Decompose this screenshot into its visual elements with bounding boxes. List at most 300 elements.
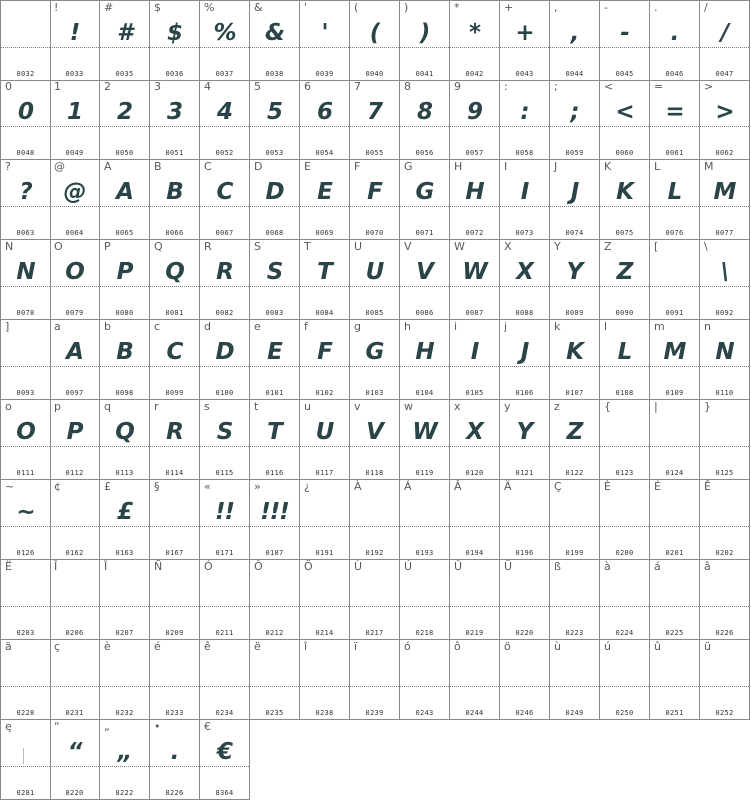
glyph-sample: P [116,259,133,285]
glyph-sample: F [317,339,332,365]
baseline-guide [600,366,649,367]
glyph-sample: I [470,339,479,365]
glyph-code: 0125 [715,469,734,477]
baseline-guide [700,686,749,687]
baseline-guide [500,126,549,127]
glyph-code: 8220 [65,789,84,797]
glyph-code: 0075 [615,229,634,237]
glyph-cell [150,160,200,240]
glyph-cell [500,240,550,320]
glyph-key-label: ù [554,640,561,653]
glyph-code: 0192 [365,549,384,557]
glyph-cell [650,400,700,480]
baseline-guide [50,766,99,767]
glyph-code: 0234 [215,709,234,717]
baseline-guide [350,206,399,207]
glyph-key-label: D [254,160,263,173]
glyph-sample: E [317,179,332,205]
glyph-sample: D [215,339,234,365]
baseline-guide [550,366,599,367]
glyph-key-label: + [504,1,514,14]
baseline-guide [1,686,50,687]
glyph-code: 0105 [465,389,484,397]
glyph-cell [650,160,700,240]
glyph-cell [250,160,300,240]
glyph-key-label: W [454,240,465,253]
glyph-cell [600,0,650,81]
glyph-key-label: i [454,320,458,333]
glyph-cell [250,80,300,160]
baseline-guide [200,526,249,527]
glyph-code: 0048 [16,149,35,157]
glyph-key-label: 9 [454,80,461,93]
glyph-code: 0052 [215,149,234,157]
glyph-cell [500,400,550,480]
glyph-code: 0163 [115,549,134,557]
glyph-cell [150,640,200,720]
baseline-guide [600,606,649,607]
baseline-guide [500,47,549,48]
glyph-cell [600,560,650,640]
glyph-cell [550,400,600,480]
glyph-cell [650,0,700,81]
glyph-key-label: 5 [254,80,261,93]
glyph-sample: Y [566,259,583,285]
baseline-guide [1,526,50,527]
baseline-guide [450,366,499,367]
glyph-cell [150,320,200,400]
baseline-guide [500,286,549,287]
glyph-cell [250,640,300,720]
glyph-sample: ? [19,179,32,205]
glyph-code: 0045 [615,70,634,78]
glyph-key-label: F [354,160,361,173]
glyph-cell [700,0,750,81]
glyph-sample: U [365,259,384,285]
glyph-code: 0194 [465,549,484,557]
glyph-cell [100,560,150,640]
baseline-guide [250,446,299,447]
baseline-guide [500,606,549,607]
glyph-code: 0051 [165,149,184,157]
glyph-key-label: P [104,240,111,253]
glyph-sample: ) [419,20,430,46]
baseline-guide [1,47,50,48]
baseline-guide [650,126,699,127]
glyph-sample: + [515,20,534,46]
baseline-guide [300,47,349,48]
glyph-code: 0088 [515,309,534,317]
glyph-code: 0084 [315,309,334,317]
baseline-guide [500,366,549,367]
baseline-guide [550,286,599,287]
glyph-sample: & [264,20,285,46]
glyph-key-label: Û [454,560,463,573]
glyph-key-label: ) [404,1,409,14]
glyph-key-label: ę [5,720,12,733]
glyph-sample: H [465,179,484,205]
glyph-sample: R [216,259,233,285]
baseline-guide [400,366,449,367]
baseline-guide [1,606,50,607]
glyph-cell [450,240,500,320]
baseline-guide [300,446,349,447]
glyph-cell [100,80,150,160]
glyph-code: 0104 [415,389,434,397]
glyph-cell [550,160,600,240]
glyph-cell [350,80,400,160]
baseline-guide [300,366,349,367]
glyph-sample: € [216,739,232,765]
glyph-sample: “ [67,739,82,765]
glyph-code: 0065 [115,229,134,237]
baseline-guide [150,206,199,207]
baseline-guide [150,606,199,607]
glyph-key-label: È [604,480,611,493]
glyph-cell [300,0,350,81]
glyph-key-label: \ [704,240,708,253]
glyph-key-label: u [304,400,311,413]
glyph-key-label: > [704,80,714,93]
baseline-guide [150,126,199,127]
glyph-key-label: R [204,240,212,253]
glyph-code: 0080 [115,309,134,317]
glyph-code: 0107 [565,389,584,397]
baseline-guide [700,206,749,207]
glyph-code: 0249 [565,709,584,717]
glyph-key-label: Ï [104,560,108,573]
glyph-sample: Q [165,259,184,285]
glyph-sample: A [66,339,83,365]
baseline-guide [600,526,649,527]
glyph-code: 0050 [115,149,134,157]
glyph-key-label: 4 [204,80,211,93]
baseline-guide [100,526,149,527]
glyph-cell [300,640,350,720]
baseline-guide [250,366,299,367]
baseline-guide [700,126,749,127]
glyph-key-label: ß [554,560,561,573]
baseline-guide [350,446,399,447]
glyph-code: 0082 [215,309,234,317]
glyph-key-label: 7 [354,80,361,93]
baseline-guide [1,766,50,767]
baseline-guide [150,766,199,767]
glyph-key-label: } [704,400,711,413]
baseline-guide [700,47,749,48]
glyph-cell [200,240,250,320]
glyph-key-label: a [54,320,61,333]
baseline-guide [200,366,249,367]
glyph-key-label: Ñ [154,560,163,573]
glyph-cell [650,320,700,400]
glyph-key-label: e [254,320,261,333]
glyph-key-label: Ê [704,480,711,493]
glyph-code: 0108 [615,389,634,397]
baseline-guide [100,766,149,767]
glyph-code: 0064 [65,229,84,237]
glyph-sample: @ [63,179,86,205]
baseline-guide [250,206,299,207]
glyph-key-label: à [604,560,611,573]
glyph-key-label: < [604,80,614,93]
glyph-key-label: f [304,320,308,333]
glyph-cell [450,80,500,160]
glyph-code: 0238 [315,709,334,717]
baseline-guide [300,286,349,287]
glyph-code: 0244 [465,709,484,717]
baseline-guide [200,126,249,127]
baseline-guide [600,446,649,447]
glyph-sample: ! [69,20,80,46]
glyph-sample: ; [570,99,579,125]
glyph-sample: B [166,179,183,205]
baseline-guide [700,286,749,287]
glyph-cell [550,0,600,81]
glyph-key-label: * [454,1,460,14]
glyph-code: 0101 [265,389,284,397]
glyph-code: 0124 [665,469,684,477]
glyph-key-label: ( [354,1,359,14]
glyph-key-label: : [504,80,508,93]
glyph-code: 0225 [665,629,684,637]
glyph-key-label: [ [654,240,659,253]
glyph-cell [700,240,750,320]
glyph-cell [200,560,250,640]
glyph-code: 0079 [65,309,84,317]
glyph-code: 0119 [415,469,434,477]
glyph-cell [300,160,350,240]
glyph-code: 0228 [16,709,35,717]
glyph-key-label: Z [604,240,612,253]
glyph-cell [100,320,150,400]
baseline-guide [400,686,449,687]
glyph-sample: J [570,179,579,205]
glyph-key-label: n [704,320,711,333]
glyph-key-label: m [654,320,665,333]
baseline-guide [550,47,599,48]
glyph-sample: A [116,179,133,205]
glyph-key-label: L [654,160,661,173]
glyph-sample: ' [321,20,328,46]
glyph-sample: 2 [116,99,132,125]
glyph-code: 0109 [665,389,684,397]
glyph-key-label: H [454,160,463,173]
glyph-cell [50,720,100,800]
glyph-sample: = [665,99,684,125]
glyph-code: 0209 [165,629,184,637]
glyph-code: 0214 [315,629,334,637]
baseline-guide [650,686,699,687]
baseline-guide [1,286,50,287]
glyph-sample: W [412,419,437,445]
glyph-code: 0235 [265,709,284,717]
glyph-key-label: y [504,400,511,413]
glyph-key-label: ä [5,640,12,653]
glyph-key-label: - [604,1,608,14]
baseline-guide [150,526,199,527]
glyph-code: 8226 [165,789,184,797]
glyph-cell [0,640,51,720]
glyph-cell [200,0,250,81]
glyph-cell [350,240,400,320]
glyph-key-label: b [104,320,111,333]
glyph-key-label: o [5,400,12,413]
glyph-cell [150,0,200,81]
glyph-cell [500,640,550,720]
glyph-cell [400,80,450,160]
baseline-guide [650,446,699,447]
glyph-code: 0232 [115,709,134,717]
baseline-guide [50,686,99,687]
glyph-cell [100,640,150,720]
glyph-cell [550,640,600,720]
glyph-key-label: À [354,480,362,493]
glyph-key-label: « [204,480,211,493]
glyph-cell [0,560,51,640]
glyph-key-label: Î [54,560,58,573]
glyph-key-label: â [704,560,711,573]
glyph-cell [350,0,400,81]
glyph-cell [250,400,300,480]
glyph-code: 0218 [415,629,434,637]
baseline-guide [400,446,449,447]
glyph-code: 0036 [165,70,184,78]
glyph-sample: , [570,20,579,46]
glyph-cell [50,0,100,81]
glyph-sample: 9 [466,99,482,125]
glyph-code: 0078 [16,309,35,317]
glyph-cell [600,80,650,160]
glyph-key-label: ] [5,320,10,333]
glyph-code: 0049 [65,149,84,157]
glyph-cell [450,0,500,81]
glyph-code: 0042 [465,70,484,78]
glyph-key-label: l [604,320,608,333]
glyph-key-label: N [5,240,14,253]
glyph-code: 0162 [65,549,84,557]
glyph-cell [0,320,51,400]
glyph-code: 0040 [365,70,384,78]
baseline-guide [400,126,449,127]
glyph-cell [450,320,500,400]
glyph-sample: T [267,419,282,445]
glyph-cell [650,560,700,640]
glyph-cell [150,480,200,560]
glyph-key-label: t [254,400,259,413]
glyph-cell [50,640,100,720]
glyph-cell [550,80,600,160]
glyph-code: 0110 [715,389,734,397]
glyph-cell [450,560,500,640]
baseline-guide [350,526,399,527]
baseline-guide [100,47,149,48]
glyph-key-label: B [154,160,162,173]
glyph-cell [200,160,250,240]
glyph-key-label: » [254,480,261,493]
glyph-key-label: ó [404,640,411,653]
glyph-key-label: & [254,1,263,14]
glyph-code: 0067 [215,229,234,237]
glyph-code: 0046 [665,70,684,78]
glyph-code: 0114 [165,469,184,477]
glyph-cell [350,640,400,720]
glyph-code: 0098 [115,389,134,397]
glyph-sample: F [367,179,382,205]
baseline-guide [450,126,499,127]
glyph-key-label: € [204,720,211,733]
glyph-sample: P [66,419,83,445]
glyph-code: 0089 [565,309,584,317]
glyph-code: 0069 [315,229,334,237]
glyph-cell [150,720,200,800]
glyph-cell [700,480,750,560]
glyph-key-label: é [154,640,161,653]
glyph-key-label: = [654,80,664,93]
baseline-guide [300,686,349,687]
glyph-key-label: Ë [5,560,12,573]
glyph-key-label: ~ [5,480,15,493]
glyph-key-label: z [554,400,560,413]
glyph-sample: G [415,179,434,205]
glyph-sample: % [213,20,236,46]
baseline-guide [1,206,50,207]
glyph-key-label: ' [304,1,308,14]
baseline-guide [400,47,449,48]
glyph-key-label: J [554,160,558,173]
glyph-cell [50,560,100,640]
glyph-code: 0200 [615,549,634,557]
glyph-sample: £ [116,499,132,525]
glyph-code: 0202 [715,549,734,557]
glyph-code: 0207 [115,629,134,637]
glyph-key-label: E [304,160,311,173]
baseline-guide [600,686,649,687]
baseline-guide [550,526,599,527]
glyph-key-label: % [204,1,215,14]
glyph-key-label: ç [54,640,61,653]
glyph-code: 0217 [365,629,384,637]
baseline-guide [600,206,649,207]
glyph-key-label: ! [54,1,59,14]
glyph-cell [250,480,300,560]
glyph-cell [150,80,200,160]
glyph-key-label: ê [204,640,211,653]
baseline-guide [200,686,249,687]
glyph-sample: Y [516,419,533,445]
glyph-code: 0122 [565,469,584,477]
glyph-sample: W [462,259,487,285]
glyph-key-label: á [654,560,661,573]
glyph-code: 0118 [365,469,384,477]
glyph-cell [400,640,450,720]
baseline-guide [100,126,149,127]
glyph-code: 0126 [16,549,35,557]
baseline-guide [650,366,699,367]
glyph-code: 0220 [515,629,534,637]
baseline-guide [250,686,299,687]
glyph-code: 0243 [415,709,434,717]
baseline-guide [550,206,599,207]
glyph-sample: S [266,259,283,285]
glyph-code: 0072 [465,229,484,237]
baseline-guide [1,126,50,127]
glyph-cell [0,240,51,320]
baseline-guide [50,286,99,287]
glyph-code: 0219 [465,629,484,637]
glyph-sample: $ [166,20,182,46]
glyph-sample: 8 [416,99,432,125]
